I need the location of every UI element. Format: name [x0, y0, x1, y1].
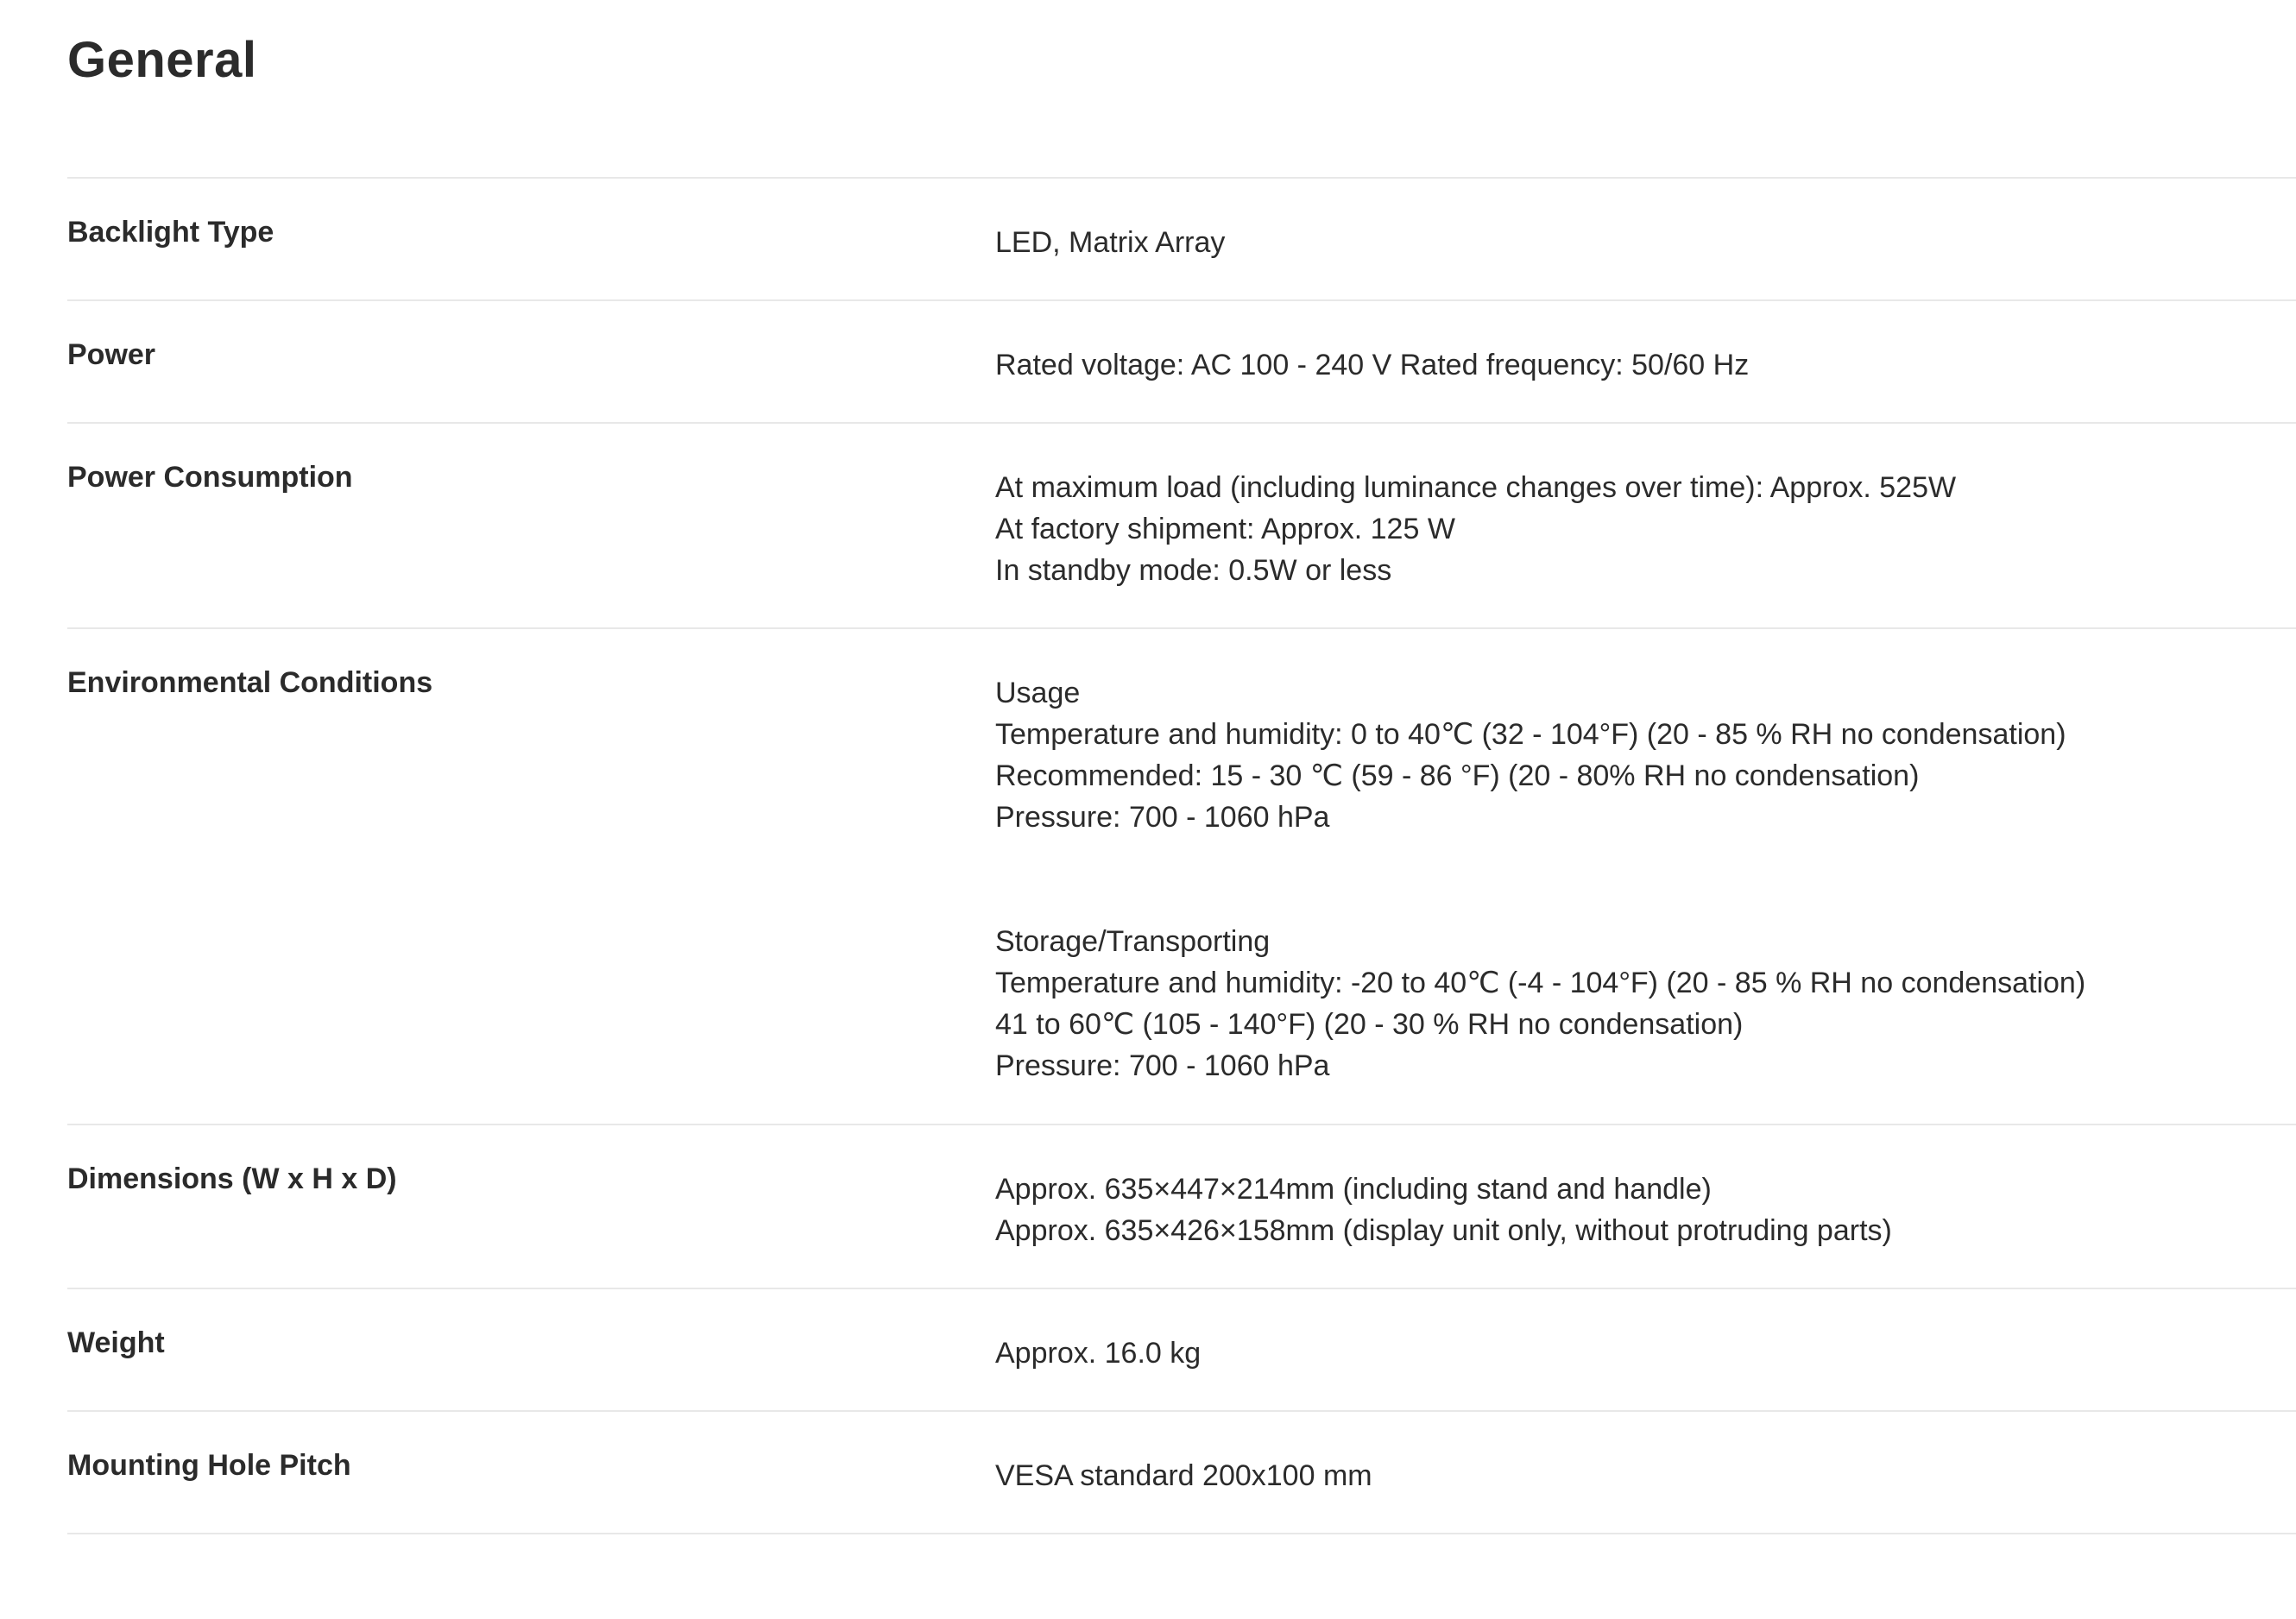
spec-row-mounting-hole-pitch	[67, 1412, 2296, 1534]
spec-value-line: Temperature and humidity: -20 to 40℃ (-4 - 104°F) (20 - 85 % RH no condensation)	[995, 967, 2086, 999]
spec-label: Backlight Type	[67, 216, 274, 249]
spec-value-line: Recommended: 15 - 30 ℃ (59 - 86 °F) (20 - 80% RH no condensation)	[995, 759, 1920, 792]
spec-subheading-usage: Usage	[995, 677, 1081, 709]
spec-label: Environmental Conditions	[67, 666, 433, 699]
section-title: General	[67, 32, 257, 88]
spec-row-weight	[67, 1289, 2296, 1412]
spec-label: Power Consumption	[67, 461, 353, 494]
spec-value	[995, 179, 2296, 299]
spec-value-line: Approx. 16.0 kg	[995, 1337, 1202, 1370]
spec-row-power	[67, 301, 2296, 424]
spec-row-backlight-type	[67, 179, 2296, 301]
spec-value	[995, 1289, 2296, 1410]
spec-subheading-storage: Storage/Transporting	[995, 925, 1271, 958]
spec-value-line: Rated voltage: AC 100 - 240 V Rated frequency: 50/60 Hz	[995, 349, 1750, 381]
spec-value-line: Temperature and humidity: 0 to 40℃ (32 - 104°F) (20 - 85 % RH no condensation)	[995, 718, 2066, 751]
spec-value-line: 41 to 60℃ (105 - 140°F) (20 - 30 % RH no condensation)	[995, 1008, 1744, 1041]
spec-row-dimensions	[67, 1125, 2296, 1289]
spec-value-line: At factory shipment: Approx. 125 W	[995, 513, 1455, 545]
spec-value	[995, 1412, 2296, 1533]
block-spacer	[995, 838, 2296, 921]
spec-value-line: LED, Matrix Array	[995, 226, 1226, 259]
spec-value-line: In standby mode: 0.5W or less	[995, 554, 1392, 587]
spec-value-line: VESA standard 200x100 mm	[995, 1459, 1372, 1492]
spec-value-line: At maximum load (including luminance changes over time): Approx. 525W	[995, 471, 1957, 504]
spec-row-power-consumption	[67, 424, 2296, 629]
spec-value	[995, 301, 2296, 422]
spec-label: Power	[67, 338, 156, 371]
spec-value-line: Pressure: 700 - 1060 hPa	[995, 801, 1330, 834]
spec-value-line: Approx. 635×447×214mm (including stand and handle)	[995, 1173, 1712, 1206]
spec-table	[67, 177, 2296, 1534]
spec-row-environmental-conditions	[67, 629, 2296, 1125]
spec-label: Dimensions (W x H x D)	[67, 1162, 397, 1195]
spec-value-line: Pressure: 700 - 1060 hPa	[995, 1049, 1330, 1082]
spec-value-line: Approx. 635×426×158mm (display unit only, without protruding parts)	[995, 1214, 1892, 1247]
spec-label: Weight	[67, 1326, 165, 1359]
spec-label: Mounting Hole Pitch	[67, 1449, 351, 1482]
spec-page	[67, 0, 2296, 1534]
spec-value	[995, 629, 2296, 1124]
spec-value	[995, 1125, 2296, 1288]
spec-value	[995, 424, 2296, 627]
